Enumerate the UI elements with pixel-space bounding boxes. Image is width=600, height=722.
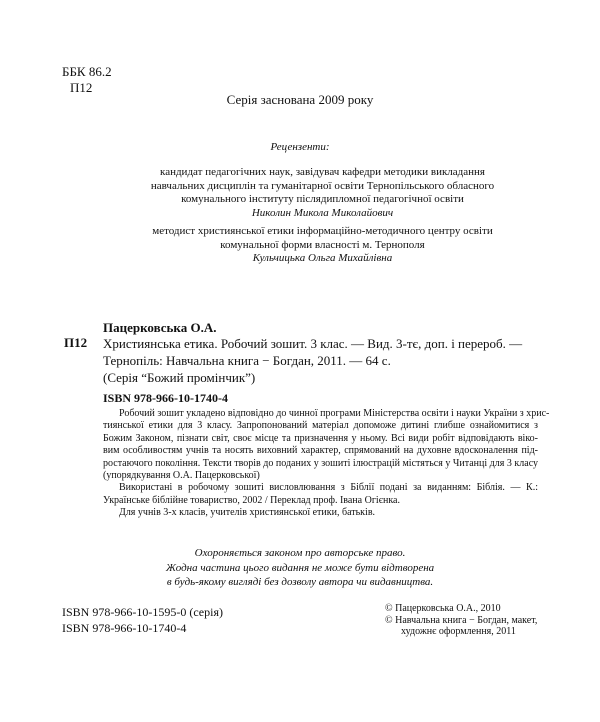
bible-source-line: Українське біблійне товариство, 2002 / Переклад проф. Івана Огієнка. — [103, 494, 400, 506]
annotation-line: вим особливостям учнів та носять виховний характер, спрямований на духовне вдосконалення під- — [103, 445, 538, 457]
rights-line: © Навчальна книга − Богдан, макет, — [385, 614, 538, 626]
bbk-author-mark: П12 — [70, 80, 93, 95]
reviewer-1-line: навчальних дисциплін та гуманітарної освіти Тернопільського обласного — [150, 179, 495, 192]
annotation-line: Божим Законом, пізнати світ, своє місце та призначення у ньому. Всі види робіт відповідають віко- — [103, 432, 538, 444]
isbn-list — [62, 604, 223, 636]
reviewer-2-name: Кульчицька Ольга Михайлівна — [252, 252, 393, 264]
catalog-description — [103, 335, 522, 386]
annotation-line: Робочий зошит укладено відповідно до чинної програми Міністерства освіти і науки України з хрис- — [119, 408, 550, 419]
bible-source-line: Використані в робочому зошиті висловлювання з Біблії подані за виданням: Біблія. — К.: — [119, 482, 538, 494]
copyright-notice-line: Жодна частина цього видання не може бути відтворена — [165, 561, 435, 574]
reviewers-heading: Рецензенти: — [270, 141, 330, 153]
rights-block — [385, 603, 537, 638]
catalog-author: Пацерковська О.А. — [103, 320, 217, 335]
reviewer-2-line: комунальної форми власності м. Тернополя — [220, 238, 425, 251]
annotation-line: тиянської етики для 3 класу. Запропонований матеріал допоможе дитині глибше ознайомитися з — [103, 420, 538, 432]
annotation-line: (упорядкування О.А. Пацерковської) — [103, 470, 260, 482]
reviewer-2 — [125, 225, 520, 266]
reviewer-1-line: кандидат педагогічних наук, завідувач кафедри методики викладання — [160, 166, 485, 178]
audience: Для учнів 3-х класів, учителів християнської етики, батьків. — [119, 507, 376, 519]
catalog-isbn: ISBN 978-966-10-1740-4 — [103, 391, 228, 405]
bbk-index: ББК 86.2 — [62, 64, 112, 79]
reviewer-1-name: Николин Микола Миколайович — [251, 206, 394, 219]
annotation-line: ростаючого покоління. Тексти творів до поданих у зошиті ілюстрацій містяться у Читанці для 3 класу — [103, 457, 538, 469]
catalog-line: Тернопіль: Навчальна книга − Богдан, 2011. — 64 с. — [103, 353, 391, 368]
reviewer-1-line: комунального інституту післядипломної педагогічної освіти — [181, 193, 464, 205]
catalog-code: П12 — [64, 335, 88, 350]
isbn-series: ISBN 978-966-10-1595-0 (серія) — [62, 605, 223, 619]
catalog-line: (Серія “Божий промінчик”) — [103, 370, 256, 385]
reviewer-1 — [125, 166, 520, 220]
copyright-notice — [0, 546, 600, 590]
rights-line: художнє оформлення, 2011 — [401, 626, 516, 637]
rights-line: © Пацерковська О.А., 2010 — [385, 603, 501, 614]
copyright-notice-line: Охороняється законом про авторське право. — [194, 547, 406, 559]
reviewer-2-line: методист християнської етики інформаційно-методичного центру освіти — [152, 225, 493, 237]
isbn-book: ISBN 978-966-10-1740-4 — [62, 621, 187, 635]
copyright-notice-line: в будь-якому вигляді без дозволу автора чи видавництва. — [166, 576, 434, 588]
series-founded: Серія заснована 2009 року — [226, 92, 374, 107]
catalog-line: Християнська етика. Робочий зошит. 3 клас. — Вид. 3-тє, доп. і перероб. — — [103, 336, 523, 351]
annotation — [103, 408, 550, 520]
